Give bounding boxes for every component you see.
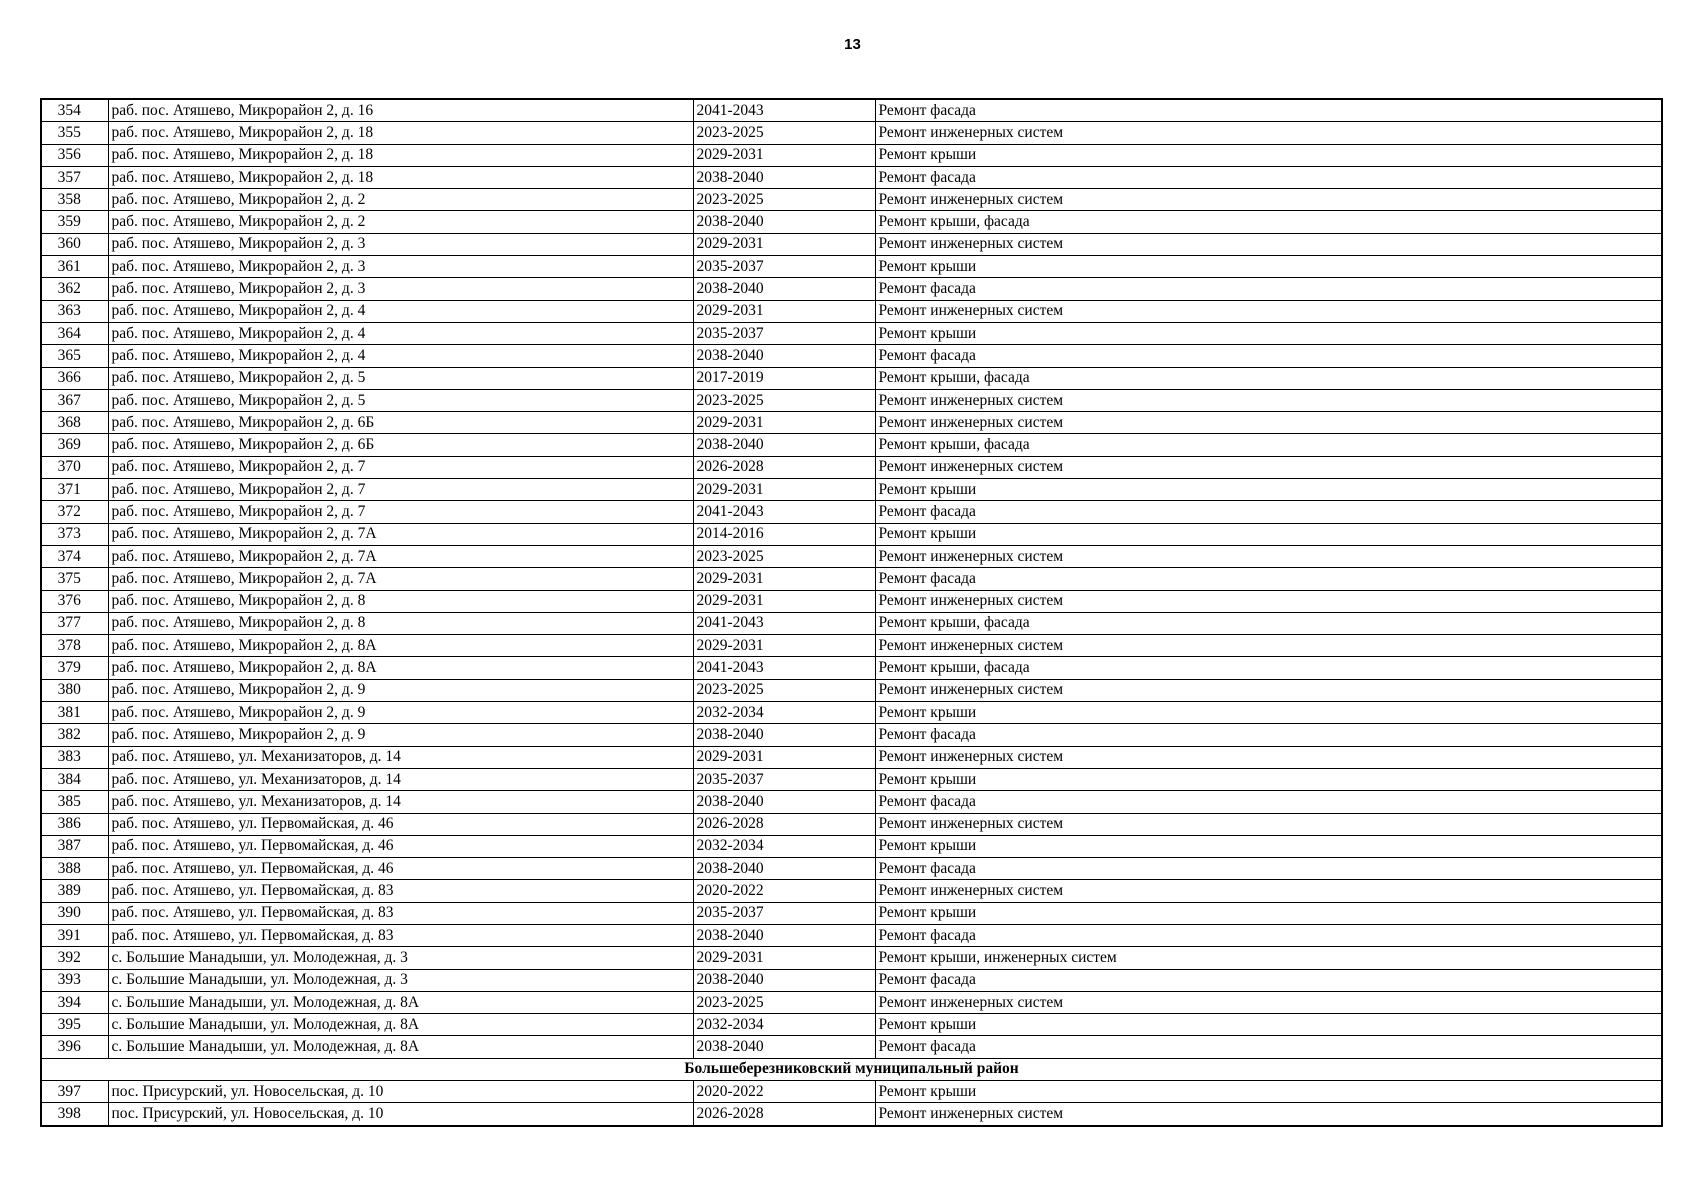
row-number: 365 — [41, 345, 108, 367]
period-cell: 2038-2040 — [693, 434, 875, 456]
address-cell: раб. пос. Атяшево, Микрорайон 2, д. 5 — [108, 389, 693, 411]
work-type-cell: Ремонт крыши, фасада — [875, 657, 1662, 679]
address-cell: раб. пос. Атяшево, Микрорайон 2, д. 3 — [108, 233, 693, 255]
work-type-cell: Ремонт крыши — [875, 256, 1662, 278]
table-row — [41, 746, 1662, 768]
address-cell: с. Большие Манадыши, ул. Молодежная, д. 3 — [108, 969, 693, 991]
row-number: 357 — [41, 166, 108, 188]
address-cell: с. Большие Манадыши, ул. Молодежная, д. 8А — [108, 1014, 693, 1036]
address-cell: раб. пос. Атяшево, Микрорайон 2, д. 6Б — [108, 434, 693, 456]
address-cell: раб. пос. Атяшево, ул. Первомайская, д. 83 — [108, 902, 693, 924]
period-cell: 2023-2025 — [693, 679, 875, 701]
address-cell: раб. пос. Атяшево, Микрорайон 2, д. 8А — [108, 635, 693, 657]
table-row — [41, 702, 1662, 724]
address-cell: раб. пос. Атяшево, ул. Механизаторов, д. 14 — [108, 746, 693, 768]
table-row — [41, 679, 1662, 701]
work-type-cell: Ремонт крыши — [875, 1081, 1662, 1103]
work-type-cell: Ремонт фасада — [875, 924, 1662, 946]
period-cell: 2023-2025 — [693, 389, 875, 411]
address-cell: раб. пос. Атяшево, Микрорайон 2, д. 9 — [108, 679, 693, 701]
table-row — [41, 791, 1662, 813]
address-cell: раб. пос. Атяшево, Микрорайон 2, д. 4 — [108, 300, 693, 322]
period-cell: 2014-2016 — [693, 523, 875, 545]
address-cell: раб. пос. Атяшево, Микрорайон 2, д. 8А — [108, 657, 693, 679]
work-type-cell: Ремонт крыши, фасада — [875, 211, 1662, 233]
table-row — [41, 657, 1662, 679]
table-row — [41, 345, 1662, 367]
period-cell: 2029-2031 — [693, 300, 875, 322]
row-number: 359 — [41, 211, 108, 233]
row-number: 363 — [41, 300, 108, 322]
address-cell: раб. пос. Атяшево, Микрорайон 2, д. 7 — [108, 479, 693, 501]
address-cell: раб. пос. Атяшево, Микрорайон 2, д. 8 — [108, 612, 693, 634]
work-type-cell: Ремонт инженерных систем — [875, 679, 1662, 701]
row-number: 361 — [41, 256, 108, 278]
period-cell: 2029-2031 — [693, 635, 875, 657]
table-row — [41, 233, 1662, 255]
table-row — [41, 902, 1662, 924]
work-type-cell: Ремонт фасада — [875, 858, 1662, 880]
period-cell: 2029-2031 — [693, 746, 875, 768]
period-cell: 2023-2025 — [693, 545, 875, 567]
table-row — [41, 300, 1662, 322]
table-row — [41, 924, 1662, 946]
address-cell: с. Большие Манадыши, ул. Молодежная, д. 3 — [108, 947, 693, 969]
row-number: 382 — [41, 724, 108, 746]
address-cell: раб. пос. Атяшево, Микрорайон 2, д. 18 — [108, 122, 693, 144]
table-row — [41, 501, 1662, 523]
row-number: 396 — [41, 1036, 108, 1058]
work-type-cell: Ремонт инженерных систем — [875, 746, 1662, 768]
period-cell: 2035-2037 — [693, 322, 875, 344]
row-number: 371 — [41, 479, 108, 501]
work-type-cell: Ремонт фасада — [875, 568, 1662, 590]
row-number: 389 — [41, 880, 108, 902]
row-number: 374 — [41, 545, 108, 567]
period-cell: 2020-2022 — [693, 1081, 875, 1103]
table-row — [41, 122, 1662, 144]
table-row — [41, 635, 1662, 657]
address-cell: раб. пос. Атяшево, Микрорайон 2, д. 4 — [108, 322, 693, 344]
work-type-cell: Ремонт инженерных систем — [875, 389, 1662, 411]
table-row — [41, 880, 1662, 902]
row-number: 393 — [41, 969, 108, 991]
row-number: 358 — [41, 189, 108, 211]
section-header-row — [41, 1058, 1662, 1080]
row-number: 376 — [41, 590, 108, 612]
row-number: 394 — [41, 991, 108, 1013]
table-row — [41, 835, 1662, 857]
work-type-cell: Ремонт инженерных систем — [875, 991, 1662, 1013]
work-type-cell: Ремонт инженерных систем — [875, 590, 1662, 612]
row-number: 369 — [41, 434, 108, 456]
address-cell: раб. пос. Атяшево, ул. Первомайская, д. 83 — [108, 924, 693, 946]
period-cell: 2038-2040 — [693, 1036, 875, 1058]
table-row — [41, 768, 1662, 790]
period-cell: 2029-2031 — [693, 568, 875, 590]
row-number: 381 — [41, 702, 108, 724]
row-number: 354 — [41, 99, 108, 122]
table-row — [41, 278, 1662, 300]
address-cell: раб. пос. Атяшево, ул. Первомайская, д. 46 — [108, 835, 693, 857]
address-cell: раб. пос. Атяшево, Микрорайон 2, д. 18 — [108, 144, 693, 166]
work-type-cell: Ремонт крыши — [875, 835, 1662, 857]
period-cell: 2041-2043 — [693, 612, 875, 634]
address-cell: раб. пос. Атяшево, Микрорайон 2, д. 7 — [108, 456, 693, 478]
work-type-cell: Ремонт инженерных систем — [875, 635, 1662, 657]
work-type-cell: Ремонт фасада — [875, 501, 1662, 523]
period-cell: 2035-2037 — [693, 768, 875, 790]
period-cell: 2020-2022 — [693, 880, 875, 902]
work-type-cell: Ремонт инженерных систем — [875, 880, 1662, 902]
address-cell: раб. пос. Атяшево, Микрорайон 2, д. 2 — [108, 189, 693, 211]
row-number: 360 — [41, 233, 108, 255]
work-type-cell: Ремонт фасада — [875, 278, 1662, 300]
address-cell: раб. пос. Атяшево, Микрорайон 2, д. 9 — [108, 724, 693, 746]
address-cell: раб. пос. Атяшево, Микрорайон 2, д. 7А — [108, 545, 693, 567]
table-row — [41, 523, 1662, 545]
table-row — [41, 612, 1662, 634]
period-cell: 2032-2034 — [693, 702, 875, 724]
table-row — [41, 211, 1662, 233]
work-type-cell: Ремонт крыши — [875, 322, 1662, 344]
work-type-cell: Ремонт крыши, фасада — [875, 434, 1662, 456]
work-type-cell: Ремонт крыши, инженерных систем — [875, 947, 1662, 969]
period-cell: 2038-2040 — [693, 969, 875, 991]
table-row — [41, 256, 1662, 278]
row-number: 372 — [41, 501, 108, 523]
work-type-cell: Ремонт фасада — [875, 969, 1662, 991]
table-row — [41, 590, 1662, 612]
repair-schedule-table — [40, 98, 1663, 1127]
table-row — [41, 1036, 1662, 1058]
row-number: 378 — [41, 635, 108, 657]
period-cell: 2038-2040 — [693, 791, 875, 813]
row-number: 390 — [41, 902, 108, 924]
work-type-cell: Ремонт крыши — [875, 768, 1662, 790]
address-cell: с. Большие Манадыши, ул. Молодежная, д. 8А — [108, 991, 693, 1013]
row-number: 375 — [41, 568, 108, 590]
table-body — [41, 99, 1662, 1126]
work-type-cell: Ремонт крыши — [875, 523, 1662, 545]
period-cell: 2038-2040 — [693, 724, 875, 746]
table-row — [41, 189, 1662, 211]
work-type-cell: Ремонт фасада — [875, 99, 1662, 122]
table-row — [41, 1014, 1662, 1036]
row-number: 391 — [41, 924, 108, 946]
row-number: 370 — [41, 456, 108, 478]
work-type-cell: Ремонт крыши, фасада — [875, 367, 1662, 389]
address-cell: раб. пос. Атяшево, ул. Первомайская, д. 83 — [108, 880, 693, 902]
row-number: 388 — [41, 858, 108, 880]
period-cell: 2041-2043 — [693, 99, 875, 122]
address-cell: раб. пос. Атяшево, Микрорайон 2, д. 9 — [108, 702, 693, 724]
table-row — [41, 545, 1662, 567]
period-cell: 2038-2040 — [693, 858, 875, 880]
work-type-cell: Ремонт фасада — [875, 791, 1662, 813]
table-row — [41, 166, 1662, 188]
work-type-cell: Ремонт инженерных систем — [875, 233, 1662, 255]
address-cell: раб. пос. Атяшево, ул. Первомайская, д. 46 — [108, 858, 693, 880]
address-cell: раб. пос. Атяшево, Микрорайон 2, д. 6Б — [108, 412, 693, 434]
table-row — [41, 99, 1662, 122]
period-cell: 2026-2028 — [693, 1103, 875, 1126]
period-cell: 2029-2031 — [693, 479, 875, 501]
row-number: 386 — [41, 813, 108, 835]
work-type-cell: Ремонт инженерных систем — [875, 813, 1662, 835]
table-row — [41, 947, 1662, 969]
table-row — [41, 456, 1662, 478]
period-cell: 2041-2043 — [693, 657, 875, 679]
row-number: 387 — [41, 835, 108, 857]
work-type-cell: Ремонт фасада — [875, 345, 1662, 367]
address-cell: раб. пос. Атяшево, Микрорайон 2, д. 4 — [108, 345, 693, 367]
address-cell: раб. пос. Атяшево, Микрорайон 2, д. 7 — [108, 501, 693, 523]
row-number: 362 — [41, 278, 108, 300]
period-cell: 2029-2031 — [693, 947, 875, 969]
table-row — [41, 434, 1662, 456]
row-number: 356 — [41, 144, 108, 166]
work-type-cell: Ремонт крыши — [875, 902, 1662, 924]
period-cell: 2029-2031 — [693, 590, 875, 612]
row-number: 383 — [41, 746, 108, 768]
period-cell: 2026-2028 — [693, 456, 875, 478]
row-number: 384 — [41, 768, 108, 790]
row-number: 367 — [41, 389, 108, 411]
period-cell: 2023-2025 — [693, 122, 875, 144]
address-cell: раб. пос. Атяшево, Микрорайон 2, д. 16 — [108, 99, 693, 122]
address-cell: раб. пос. Атяшево, Микрорайон 2, д. 8 — [108, 590, 693, 612]
table-row — [41, 412, 1662, 434]
work-type-cell: Ремонт крыши, фасада — [875, 612, 1662, 634]
row-number: 373 — [41, 523, 108, 545]
work-type-cell: Ремонт фасада — [875, 166, 1662, 188]
address-cell: раб. пос. Атяшево, ул. Механизаторов, д. 14 — [108, 768, 693, 790]
address-cell: пос. Присурский, ул. Новосельская, д. 10 — [108, 1103, 693, 1126]
row-number: 392 — [41, 947, 108, 969]
work-type-cell: Ремонт фасада — [875, 724, 1662, 746]
address-cell: раб. пос. Атяшево, Микрорайон 2, д. 3 — [108, 278, 693, 300]
period-cell: 2035-2037 — [693, 902, 875, 924]
table-row — [41, 813, 1662, 835]
period-cell: 2029-2031 — [693, 144, 875, 166]
row-number: 368 — [41, 412, 108, 434]
table-row — [41, 479, 1662, 501]
page-number: 13 — [844, 36, 861, 53]
address-cell: с. Большие Манадыши, ул. Молодежная, д. 8А — [108, 1036, 693, 1058]
table-row — [41, 969, 1662, 991]
row-number: 397 — [41, 1081, 108, 1103]
period-cell: 2041-2043 — [693, 501, 875, 523]
period-cell: 2038-2040 — [693, 166, 875, 188]
period-cell: 2035-2037 — [693, 256, 875, 278]
table-row — [41, 991, 1662, 1013]
work-type-cell: Ремонт крыши — [875, 479, 1662, 501]
section-title: Большеберезниковский муниципальный район — [41, 1058, 1662, 1080]
address-cell: раб. пос. Атяшево, ул. Механизаторов, д. 14 — [108, 791, 693, 813]
work-type-cell: Ремонт крыши — [875, 144, 1662, 166]
period-cell: 2017-2019 — [693, 367, 875, 389]
table-row — [41, 858, 1662, 880]
row-number: 398 — [41, 1103, 108, 1126]
table-row — [41, 144, 1662, 166]
period-cell: 2038-2040 — [693, 345, 875, 367]
work-type-cell: Ремонт инженерных систем — [875, 300, 1662, 322]
address-cell: раб. пос. Атяшево, Микрорайон 2, д. 2 — [108, 211, 693, 233]
address-cell: раб. пос. Атяшево, Микрорайон 2, д. 5 — [108, 367, 693, 389]
table-row — [41, 1103, 1662, 1126]
row-number: 395 — [41, 1014, 108, 1036]
row-number: 379 — [41, 657, 108, 679]
work-type-cell: Ремонт фасада — [875, 1036, 1662, 1058]
work-type-cell: Ремонт инженерных систем — [875, 545, 1662, 567]
table-row — [41, 322, 1662, 344]
period-cell: 2023-2025 — [693, 991, 875, 1013]
row-number: 385 — [41, 791, 108, 813]
address-cell: раб. пос. Атяшево, ул. Первомайская, д. 46 — [108, 813, 693, 835]
row-number: 377 — [41, 612, 108, 634]
work-type-cell: Ремонт инженерных систем — [875, 189, 1662, 211]
table-row — [41, 389, 1662, 411]
work-type-cell: Ремонт инженерных систем — [875, 456, 1662, 478]
table-row — [41, 367, 1662, 389]
work-type-cell: Ремонт крыши — [875, 702, 1662, 724]
period-cell: 2032-2034 — [693, 1014, 875, 1036]
table-row — [41, 1081, 1662, 1103]
row-number: 380 — [41, 679, 108, 701]
period-cell: 2026-2028 — [693, 813, 875, 835]
period-cell: 2029-2031 — [693, 233, 875, 255]
address-cell: пос. Присурский, ул. Новосельская, д. 10 — [108, 1081, 693, 1103]
table-row — [41, 568, 1662, 590]
work-type-cell: Ремонт инженерных систем — [875, 1103, 1662, 1126]
period-cell: 2038-2040 — [693, 211, 875, 233]
work-type-cell: Ремонт инженерных систем — [875, 122, 1662, 144]
period-cell: 2023-2025 — [693, 189, 875, 211]
table-row — [41, 724, 1662, 746]
address-cell: раб. пос. Атяшево, Микрорайон 2, д. 7А — [108, 568, 693, 590]
work-type-cell: Ремонт крыши — [875, 1014, 1662, 1036]
period-cell: 2038-2040 — [693, 278, 875, 300]
period-cell: 2032-2034 — [693, 835, 875, 857]
address-cell: раб. пос. Атяшево, Микрорайон 2, д. 18 — [108, 166, 693, 188]
address-cell: раб. пос. Атяшево, Микрорайон 2, д. 3 — [108, 256, 693, 278]
period-cell: 2029-2031 — [693, 412, 875, 434]
row-number: 364 — [41, 322, 108, 344]
row-number: 355 — [41, 122, 108, 144]
address-cell: раб. пос. Атяшево, Микрорайон 2, д. 7А — [108, 523, 693, 545]
period-cell: 2038-2040 — [693, 924, 875, 946]
row-number: 366 — [41, 367, 108, 389]
work-type-cell: Ремонт инженерных систем — [875, 412, 1662, 434]
